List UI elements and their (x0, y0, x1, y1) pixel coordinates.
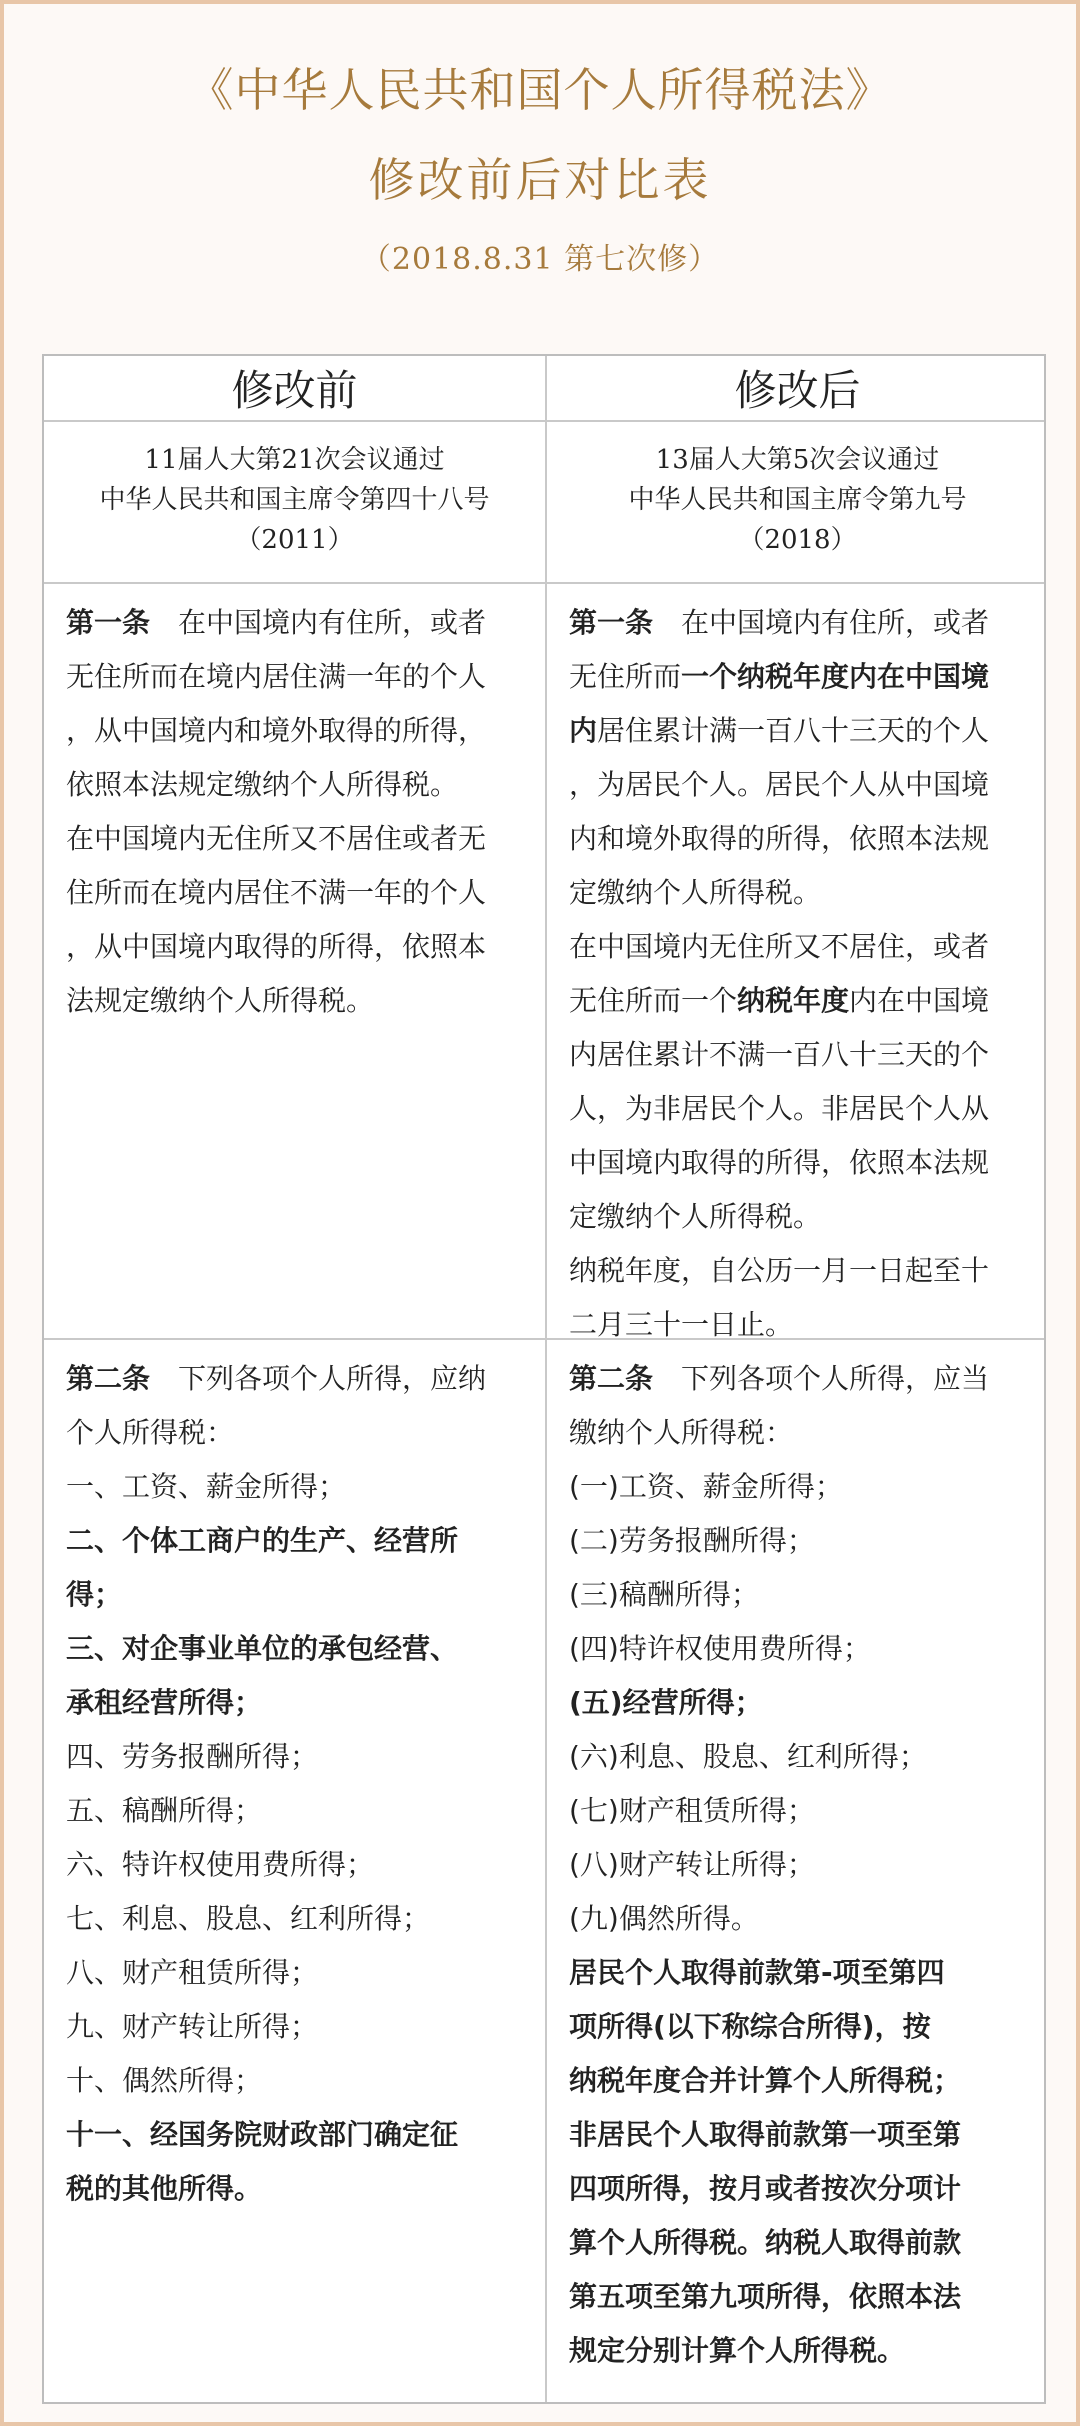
text-line (569, 2270, 1030, 2324)
column-heading-after: 修改后 (734, 366, 861, 415)
text-segment: 纳税年度 (737, 984, 850, 1017)
text-line (66, 1784, 527, 1838)
text-segment: 法规定缴纳个人所得税。 (66, 984, 375, 1017)
text-segment: ，从中国境内取得的所得，依照本 (66, 930, 487, 963)
meta-after-line: 中华人民共和国主席令第九号 (628, 485, 967, 515)
meta-before-line: 11届人大第21次会议通过 (144, 445, 445, 475)
text-segment: 二月三十一日止。 (569, 1308, 794, 1341)
text-segment: 定缴纳个人所得税。 (569, 1200, 822, 1233)
column-heading-before: 修改前 (231, 366, 358, 415)
text-segment: 内 (569, 714, 598, 747)
text-line (569, 866, 1030, 920)
text-segment: 二、个体工商户的生产、经营所 (66, 1524, 459, 1557)
page-title-line1: 《中华人民共和国个人所得税法》 (187, 63, 893, 117)
meta-before-line: （2011） (235, 525, 354, 555)
article2-after (547, 1340, 1048, 2378)
text-line (569, 1568, 1030, 1622)
text-line (569, 1784, 1030, 1838)
article2-before (44, 1340, 545, 2216)
text-line (66, 1676, 527, 1730)
meta-before (44, 422, 545, 582)
text-line (569, 1028, 1030, 1082)
article1-before (44, 584, 545, 1028)
text-line (66, 1460, 527, 1514)
text-segment: (一)工资、薪金所得； (569, 1470, 843, 1503)
text-segment: 八、财产租赁所得； (66, 1956, 319, 1989)
meta-before-line: 中华人民共和国主席令第四十八号 (99, 485, 490, 515)
text-segment: 下列各项个人所得，应纳 (150, 1362, 487, 1395)
text-segment: 内和境外取得的所得，依照本法规 (569, 822, 990, 855)
text-line (569, 1136, 1030, 1190)
text-line (569, 2162, 1030, 2216)
text-line (569, 1676, 1030, 1730)
text-line (569, 650, 1030, 704)
text-line (569, 974, 1030, 1028)
text-line (66, 1514, 527, 1568)
text-segment: (三)稿酬所得； (569, 1578, 759, 1611)
page-subtitle: （2018.8.31 第七次修） (360, 242, 720, 277)
text-line (569, 1406, 1030, 1460)
text-segment: 个人所得税： (66, 1416, 235, 1449)
text-segment: 六、特许权使用费所得； (66, 1848, 375, 1881)
text-segment: 五、稿酬所得； (66, 1794, 263, 1827)
text-segment: 依照本法规定缴纳个人所得税。 (66, 768, 459, 801)
text-segment: (六)利息、股息、红利所得； (569, 1740, 927, 1773)
page-header (4, 4, 1076, 354)
text-segment: 在中国境内无住所又不居住或者无 (66, 822, 487, 855)
text-segment: 十一、经国务院财政部门确定征 (66, 2118, 459, 2151)
text-line (569, 2324, 1030, 2378)
text-segment: (四)特许权使用费所得； (569, 1632, 871, 1665)
text-segment: 纳税年度，自公历一月一日起至十 (569, 1254, 990, 1287)
text-segment: 内居住累计不满一百八十三天的个 (569, 1038, 990, 1071)
text-line (569, 1514, 1030, 1568)
text-segment: (七)财产租赁所得； (569, 1794, 815, 1827)
text-line (569, 1460, 1030, 1514)
text-line (569, 1622, 1030, 1676)
text-segment: 税的其他所得。 (66, 2172, 263, 2205)
meta-after-line: （2018） (738, 525, 857, 555)
text-line (66, 2162, 527, 2216)
text-line (569, 2216, 1030, 2270)
text-segment: 承租经营所得； (66, 1686, 263, 1719)
text-segment: 九、财产转让所得； (66, 2010, 319, 2043)
text-segment: 一、工资、薪金所得； (66, 1470, 347, 1503)
text-segment: 人，为非居民个人。非居民个人从 (569, 1092, 990, 1125)
text-segment: ，从中国境内和境外取得的所得， (66, 714, 487, 747)
text-line (66, 2054, 527, 2108)
text-segment: 在中国境内有住所，或者 (150, 606, 487, 639)
text-line (569, 1244, 1030, 1298)
text-line (66, 596, 527, 650)
text-line (569, 704, 1030, 758)
text-line (569, 1730, 1030, 1784)
text-line (66, 1406, 527, 1460)
text-segment: 第一条 (569, 606, 654, 639)
text-segment: (五)经营所得； (569, 1686, 763, 1719)
text-segment: 内在中国境 (849, 984, 990, 1017)
text-segment: 算个人所得税。纳税人取得前款 (569, 2226, 962, 2259)
text-segment: ，为居民个人。居民个人从中国境 (569, 768, 990, 801)
text-line (569, 920, 1030, 974)
text-line (569, 1946, 1030, 2000)
text-line (569, 1190, 1030, 1244)
text-line (569, 2108, 1030, 2162)
text-line (569, 2000, 1030, 2054)
text-segment: 下列各项个人所得，应当 (653, 1362, 990, 1395)
text-line (569, 1352, 1030, 1406)
text-segment: 四、劳务报酬所得； (66, 1740, 319, 1773)
text-segment: (八)财产转让所得； (569, 1848, 815, 1881)
text-segment: 非居民个人取得前款第一项至第 (569, 2118, 962, 2151)
text-segment: 中国境内取得的所得，依照本法规 (569, 1146, 990, 1179)
text-segment: (九)偶然所得。 (569, 1902, 759, 1935)
text-line (66, 758, 527, 812)
text-segment: 第一条 (66, 606, 151, 639)
text-segment: 七、利息、股息、红利所得； (66, 1902, 431, 1935)
text-segment: 三、对企事业单位的承包经营、 (66, 1632, 459, 1665)
page-title-line2: 修改前后对比表 (368, 153, 712, 207)
comparison-table (42, 354, 1046, 2404)
text-segment: 十、偶然所得； (66, 2064, 263, 2097)
text-line (569, 758, 1030, 812)
text-line (66, 704, 527, 758)
meta-after-line: 13届人大第5次会议通过 (655, 445, 940, 475)
text-segment: 项所得(以下称综合所得)，按 (569, 2010, 931, 2043)
text-line (66, 1352, 527, 1406)
text-line (66, 920, 527, 974)
text-segment: 第二条 (66, 1362, 151, 1395)
meta-after (547, 422, 1048, 582)
text-line (66, 866, 527, 920)
text-segment: 无住所而 (569, 660, 682, 693)
text-segment: 在中国境内无住所又不居住，或者 (569, 930, 990, 963)
text-line (66, 812, 527, 866)
text-line (66, 1730, 527, 1784)
text-segment: 规定分别计算个人所得税。 (569, 2334, 906, 2367)
text-segment: 居民个人取得前款第-项至第四 (569, 1956, 945, 1989)
text-line (66, 2000, 527, 2054)
text-line (569, 1892, 1030, 1946)
text-segment: 一个纳税年度内在中国境 (681, 660, 990, 693)
text-line (569, 1082, 1030, 1136)
text-segment: 纳税年度合并计算个人所得税； (569, 2064, 962, 2097)
text-line (569, 1838, 1030, 1892)
text-line (569, 812, 1030, 866)
text-segment: 住所而在境内居住不满一年的个人 (66, 876, 487, 909)
text-line (66, 1946, 527, 2000)
text-line (569, 2054, 1030, 2108)
text-line (66, 650, 527, 704)
text-line (66, 2108, 527, 2162)
article1-after (547, 584, 1048, 1352)
text-line (66, 1838, 527, 1892)
text-segment: 无住所而在境内居住满一年的个人 (66, 660, 487, 693)
text-segment: 得； (66, 1578, 123, 1611)
text-line (66, 1892, 527, 1946)
text-segment: 第五项至第九项所得，依照本法 (569, 2280, 962, 2313)
text-segment: 居住累计满一百八十三天的个人 (597, 714, 990, 747)
text-line (66, 1622, 527, 1676)
text-segment: 四项所得，按月或者按次分项计 (569, 2172, 962, 2205)
text-segment: 在中国境内有住所，或者 (653, 606, 990, 639)
text-segment: 第二条 (569, 1362, 654, 1395)
text-segment: 无住所而一个 (569, 984, 738, 1017)
text-segment: 定缴纳个人所得税。 (569, 876, 822, 909)
text-line (66, 1568, 527, 1622)
text-line (569, 596, 1030, 650)
text-segment: (二)劳务报酬所得； (569, 1524, 815, 1557)
text-segment: 缴纳个人所得税： (569, 1416, 794, 1449)
text-line (66, 974, 527, 1028)
